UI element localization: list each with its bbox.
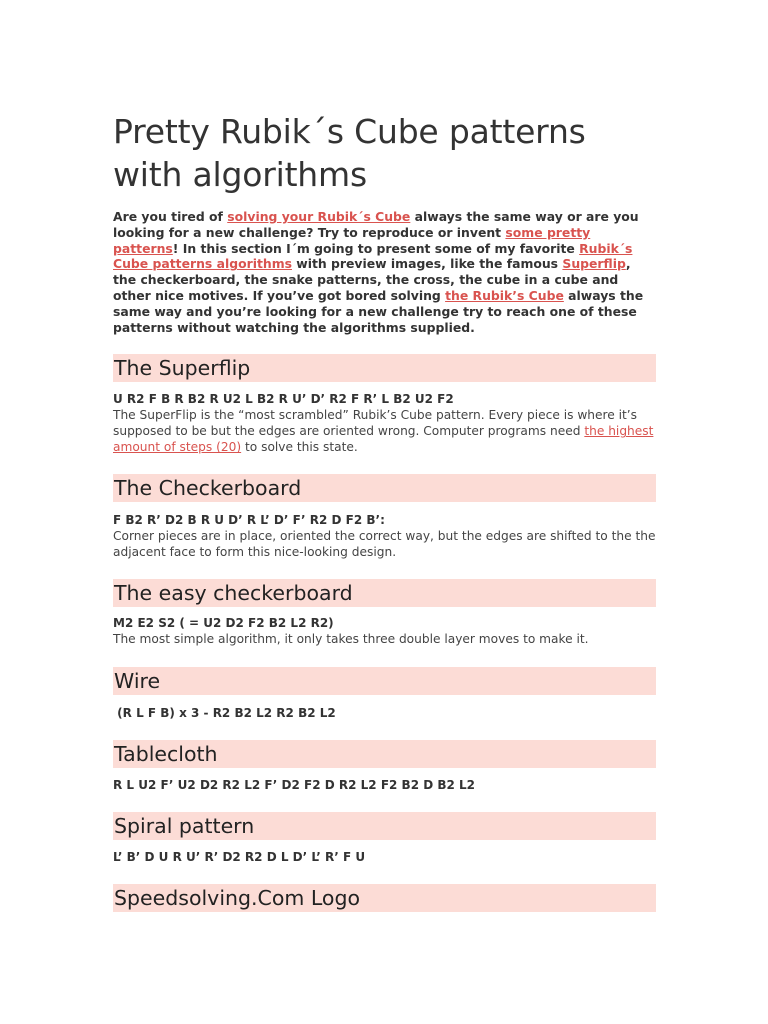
article [113,110,656,912]
description-text: The SuperFlip is the “most scrambled” Rubik’s Cube pattern. Every piece is where it’s supposed to be but the edges are oriented wrong. Computer programs need [113,408,638,439]
section-wire [113,667,656,721]
section-heading: Tablecloth [113,740,656,768]
pretty-patterns-link[interactable]: some pretty patterns [113,224,591,256]
highest-steps-link[interactable]: the highest amount of steps (20) [113,424,654,455]
intro-paragraph [113,209,656,335]
solving-cube-link[interactable]: solving your Rubik´s Cube [227,209,411,224]
section-heading: Wire [113,667,656,695]
description-text: to solve this state. [241,440,358,455]
section-tablecloth [113,740,656,793]
intro-text: with preview images, like the famous [291,256,563,272]
section-superflip [113,354,656,455]
algorithm-text: U R2 F B R B2 R U2 L B2 R U’ D’ R2 F R’ L B2 U2 F2 [113,392,454,407]
section-spiral [113,812,656,865]
section-heading: The Superflip [113,354,656,382]
page-title: Pretty Rubik´s Cube patterns with algorithms [113,112,586,194]
intro-text: Are you tired of [113,209,228,224]
section-speedsolving-logo [113,884,656,912]
intro-text: , the checkerboard, the snake patterns, the cross, the cube in a cube and other nice motives. If you’ve got bored solving [113,256,631,303]
rubiks-cube-link[interactable]: the Rubik’s Cube [445,287,564,303]
intro-text: ! In this section I´m going to present some of my favorite [172,240,580,256]
section-description: The most simple algorithm, it only takes three double layer moves to make it. [113,632,589,647]
algorithm-text: L’ B’ D U R U’ R’ D2 R2 D L D’ L’ R’ F U [113,850,366,865]
section-heading: The Checkerboard [113,474,656,502]
superflip-link[interactable]: Superflip [562,256,626,272]
section-heading: Spiral pattern [113,812,656,840]
section-easy-checkerboard [113,579,656,647]
algorithm-text: M2 E2 S2 ( = U2 D2 F2 B2 L2 R2) [113,616,334,631]
algorithm-text: F B2 R’ D2 B R U D’ R L’ D’ F’ R2 D F2 B’: [113,513,385,528]
section-checkerboard [113,474,656,560]
algorithm-text: (R L F B) x 3 - R2 B2 L2 R2 B2 L2 [113,706,336,721]
section-description: Corner pieces are in place, oriented the correct way, but the edges are shifted to the the adjacent face to form this nice-looking design. [113,529,656,560]
algorithm-text: R L U2 F’ U2 D2 R2 L2 F’ D2 F2 D R2 L2 F2 B2 D B2 L2 [113,778,476,793]
section-heading: The easy checkerboard [113,579,656,607]
section-heading: Speedsolving.Com Logo [113,884,656,912]
section-description [113,407,656,455]
intro-text: always the same way and you’re looking for a new challenge try to reach one of these patterns without watching the algorithms supplied. [113,287,644,335]
intro-text: always the same way or are you looking for a new challenge? Try to reproduce or invent [113,209,639,240]
patterns-algorithms-link[interactable]: Rubik´s Cube patterns algorithms [113,240,633,272]
